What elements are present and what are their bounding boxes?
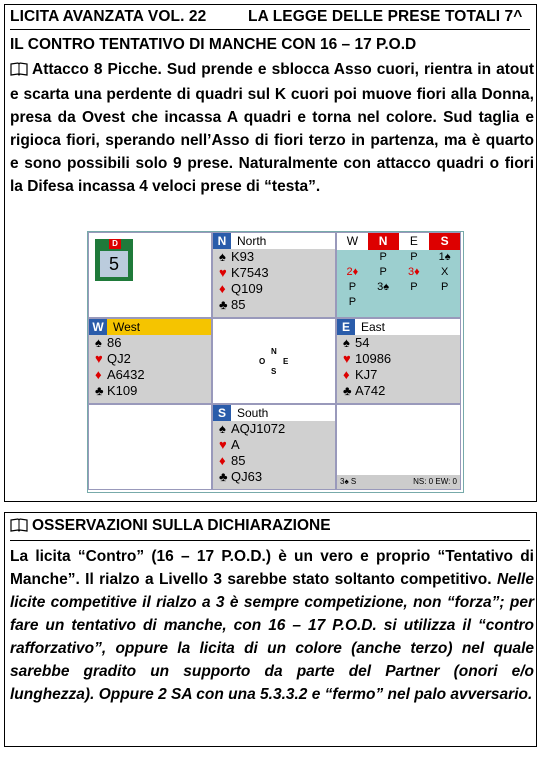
diamond-icon: ♦ <box>219 281 226 296</box>
west-diamonds: A6432 <box>107 367 145 382</box>
bid: P <box>410 281 418 293</box>
bid-col-n: N <box>368 233 399 250</box>
bid <box>368 295 399 310</box>
north-name: North <box>237 234 267 248</box>
west-spades: 86 <box>107 335 122 350</box>
paragraph-1 <box>10 58 534 198</box>
spade-icon: ♠ <box>95 335 102 350</box>
empty-cell <box>88 404 212 490</box>
heart-icon: ♥ <box>219 437 227 452</box>
seat-label-west: W <box>89 319 107 335</box>
bid <box>399 295 430 310</box>
bid: 1♠ <box>438 251 451 263</box>
spade-icon: ♠ <box>343 335 350 350</box>
bidding-header <box>337 233 460 250</box>
bid-row <box>337 265 460 280</box>
diamond-icon: ♦ <box>343 367 350 382</box>
club-icon: ♣ <box>219 297 228 312</box>
south-diamonds: 85 <box>231 453 246 468</box>
bid: P <box>348 281 357 293</box>
club-icon: ♣ <box>343 383 352 398</box>
bid: 2♦ <box>346 266 359 278</box>
compass-box <box>212 318 336 404</box>
bid: 3♦ <box>408 266 420 278</box>
bid-row <box>337 280 460 295</box>
south-hearts: A <box>231 437 240 452</box>
north-diamonds: Q109 <box>231 281 263 296</box>
board-number: 5 <box>100 251 128 277</box>
seat-label-south: S <box>213 405 231 421</box>
bridge-deal-diagram <box>87 231 464 493</box>
north-hand <box>212 232 336 318</box>
section2-header <box>10 517 530 541</box>
dealer-box <box>95 239 133 281</box>
contract: 3♠ S <box>340 477 357 486</box>
book-icon <box>10 518 28 537</box>
bid: P <box>440 281 449 293</box>
result-box <box>336 404 461 490</box>
bid: P <box>410 251 418 263</box>
paragraph-2-plain: La licita “Contro” (16 – 17 P.O.D.) è un vero e proprio “Tentativo di Manche”. Il rialzo a Livello 3 sarebbe stato soltanto competitivo. <box>10 548 534 588</box>
bid-col-e: E <box>399 233 430 250</box>
club-icon: ♣ <box>95 383 104 398</box>
board-info <box>88 232 212 318</box>
paragraph-2-italic: Nelle licite competitive il rialzo a 3 è sempre competizione, non “forza”; per fare un tentativo di manche, con 16 – 17 P.O.D. si utilizza il “contro rafforzativo”, oppure la licita di un colore (anche terzo) nel quale sarebbe gradito un supporto da parte del Partner (onori e/o lunghezza). Oppure 2 SA con una 5.3.3.2 e “fermo” nel palo avversario. <box>10 571 534 703</box>
heart-icon: ♥ <box>95 351 103 366</box>
south-name: South <box>237 406 269 420</box>
bid-row <box>337 295 460 310</box>
heart-icon: ♥ <box>219 265 227 280</box>
seat-label-east: E <box>337 319 355 335</box>
paragraph-2 <box>10 545 534 706</box>
bid <box>337 250 368 265</box>
east-hand <box>336 318 461 404</box>
page-header <box>10 8 530 30</box>
north-clubs: 85 <box>231 297 246 312</box>
north-spades: K93 <box>231 249 255 264</box>
south-clubs: QJ63 <box>231 469 263 484</box>
north-hearts: K7543 <box>231 265 269 280</box>
compass-o: O <box>259 357 266 366</box>
south-spades: AQJ1072 <box>231 421 286 436</box>
bid: P <box>348 296 357 308</box>
west-hearts: QJ2 <box>107 351 131 366</box>
result-bar <box>337 475 460 489</box>
club-icon: ♣ <box>219 469 228 484</box>
score: NS: 0 EW: 0 <box>413 477 457 486</box>
compass-e: E <box>283 357 289 366</box>
dealer-mark: D <box>109 239 121 249</box>
west-name: West <box>113 320 141 334</box>
east-name: East <box>361 320 386 334</box>
heart-icon: ♥ <box>343 351 351 366</box>
bid: P <box>379 251 387 263</box>
compass-n: N <box>271 347 277 356</box>
east-hearts: 10986 <box>355 351 392 366</box>
seat-label-north: N <box>213 233 231 249</box>
east-clubs: A742 <box>355 383 386 398</box>
bid: X <box>440 266 449 278</box>
book-icon <box>10 60 28 83</box>
compass-rose-icon <box>259 347 287 375</box>
diamond-icon: ♦ <box>219 453 226 468</box>
bid: P <box>379 266 387 278</box>
paragraph-1-text: Attacco 8 Picche. Sud prende e sblocca Asso cuori, rientra in atout e scarta una perdente di quadri sul K cuori poi muove fiori alla Donna, presa da Ovest che incassa A quadri e torna nel colore. Sud taglia e rigioca fiori, sperando nell’Asso di fiori terzo in partenza, ma è quarto e sono possibili solo 9 prese. Naturalmente con attacco quadri o fiori la Difesa incassa 4 veloci prese di “testa”. <box>10 61 534 195</box>
east-diamonds: KJ7 <box>355 367 378 382</box>
east-spades: 54 <box>355 335 370 350</box>
south-hand <box>212 404 336 490</box>
bidding-box <box>336 232 461 318</box>
subtitle: IL CONTRO TENTATIVO DI MANCHE CON 16 – 17 P.O.D <box>10 36 417 53</box>
section2-title: OSSERVAZIONI SULLA DICHIARAZIONE <box>32 517 331 534</box>
spade-icon: ♠ <box>219 249 226 264</box>
west-hand <box>88 318 212 404</box>
compass-s: S <box>271 367 277 376</box>
bid: 3♠ <box>377 281 390 293</box>
bid-col-s: S <box>429 233 460 250</box>
diamond-icon: ♦ <box>95 367 102 382</box>
header-left: LICITA AVANZATA VOL. 22 <box>10 8 207 25</box>
bid-col-w: W <box>337 233 368 250</box>
west-clubs: K109 <box>107 383 138 398</box>
bid <box>429 295 460 310</box>
bid-row <box>337 250 460 265</box>
spade-icon: ♠ <box>219 421 226 436</box>
header-right: LA LEGGE DELLE PRESE TOTALI 7^ <box>248 8 523 25</box>
